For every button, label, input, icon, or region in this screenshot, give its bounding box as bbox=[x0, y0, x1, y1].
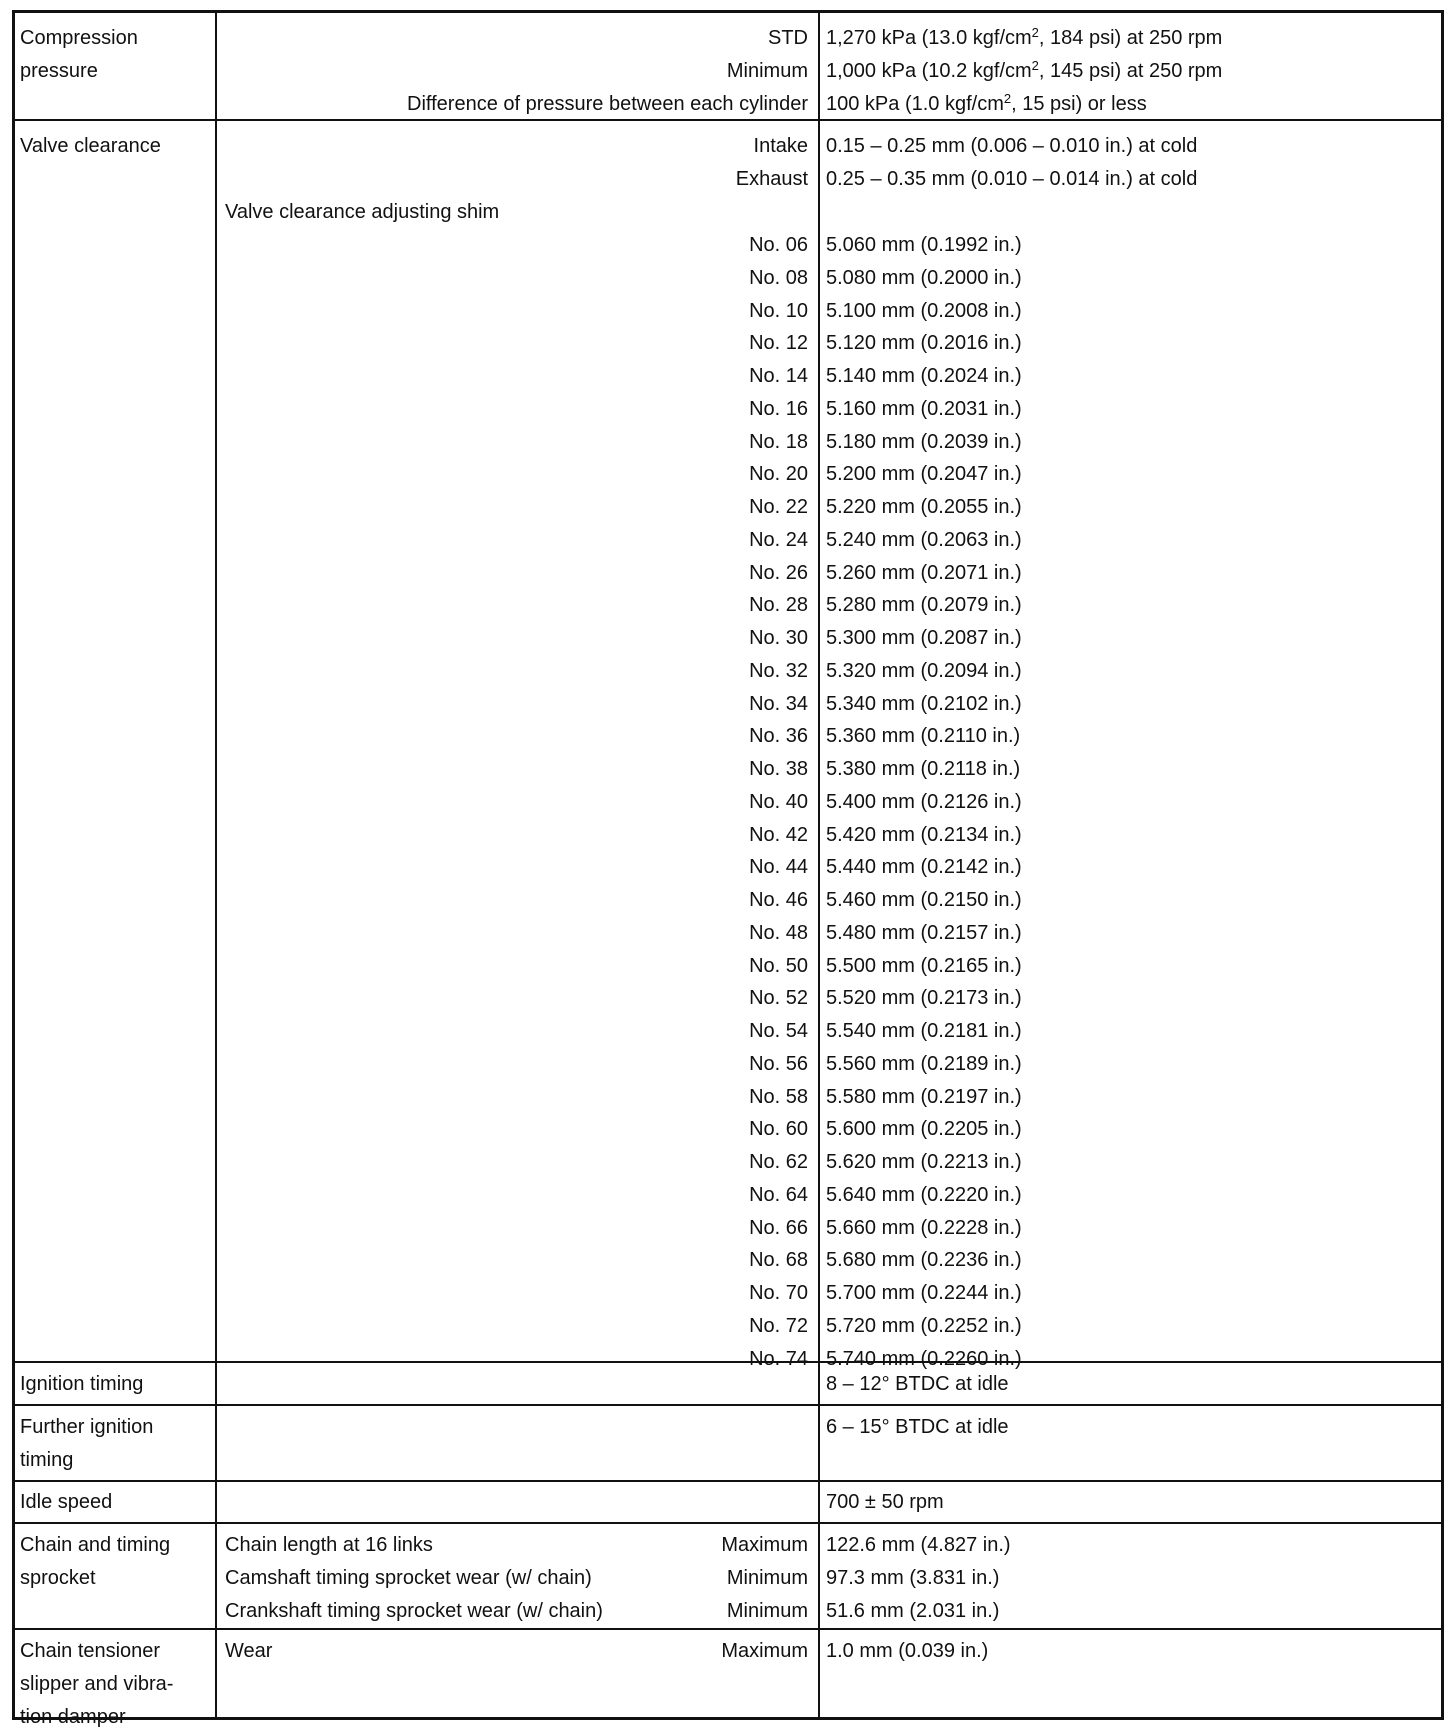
qualifier: Minimum bbox=[726, 1600, 808, 1622]
shim-value: 5.520 mm (0.2173 in.) bbox=[826, 987, 1022, 1010]
qualifier: Maximum bbox=[721, 1534, 808, 1556]
shim-number: No. 22 bbox=[749, 496, 808, 518]
category-label: Further ignition timing bbox=[20, 1416, 154, 1471]
spec-row bbox=[15, 1486, 1441, 1519]
shim-value: 5.480 mm (0.2157 in.) bbox=[826, 921, 1022, 944]
value: 122.6 mm (4.827 in.) bbox=[826, 1534, 1011, 1556]
item-label: Chain length at 16 links bbox=[225, 1534, 433, 1556]
shim-row bbox=[15, 655, 1441, 688]
value: 0.25 – 0.35 mm (0.010 – 0.014 in.) at cold bbox=[826, 168, 1198, 190]
shim-number: No. 66 bbox=[749, 1216, 808, 1239]
shim-row bbox=[15, 393, 1441, 426]
shim-value: 5.580 mm (0.2197 in.) bbox=[826, 1085, 1022, 1108]
shim-row bbox=[15, 753, 1441, 786]
shim-number: No. 52 bbox=[749, 987, 808, 1010]
shim-value: 5.420 mm (0.2134 in.) bbox=[826, 823, 1022, 846]
shim-row bbox=[15, 229, 1441, 262]
value: 1.0 mm (0.039 in.) bbox=[826, 1640, 989, 1662]
shim-row bbox=[15, 1310, 1441, 1343]
shim-value: 5.720 mm (0.2252 in.) bbox=[826, 1314, 1022, 1337]
shim-row bbox=[15, 819, 1441, 852]
shim-number: No. 70 bbox=[749, 1282, 808, 1304]
spec-row bbox=[15, 196, 1441, 229]
shim-number: No. 30 bbox=[749, 627, 808, 649]
shim-value: 5.260 mm (0.2071 in.) bbox=[826, 561, 1022, 584]
shim-row bbox=[15, 1244, 1441, 1277]
shim-number: No. 10 bbox=[749, 299, 808, 322]
shim-number: No. 12 bbox=[749, 332, 808, 355]
shim-number: No. 40 bbox=[749, 790, 808, 813]
shim-number: No. 06 bbox=[749, 234, 808, 256]
spec-row bbox=[15, 1562, 1441, 1595]
section-idle-speed bbox=[15, 1482, 1441, 1524]
shim-row bbox=[15, 1015, 1441, 1048]
shim-row bbox=[15, 917, 1441, 950]
shim-value: 5.680 mm (0.2236 in.) bbox=[826, 1249, 1022, 1272]
shim-row bbox=[15, 982, 1441, 1015]
shim-value: 5.120 mm (0.2016 in.) bbox=[826, 332, 1022, 355]
spec-row bbox=[15, 1635, 1441, 1668]
shim-row bbox=[15, 950, 1441, 983]
shim-number: No. 24 bbox=[749, 528, 808, 551]
shim-number: No. 36 bbox=[749, 725, 808, 748]
shim-number: No. 68 bbox=[749, 1249, 808, 1272]
shim-row bbox=[15, 557, 1441, 590]
shim-number: No. 60 bbox=[749, 1118, 808, 1141]
qualifier: Difference of pressure between each cylinder bbox=[407, 93, 808, 115]
spec-row bbox=[15, 22, 1441, 55]
category-label: Chain and timing sprocket bbox=[20, 1534, 171, 1589]
shim-number: No. 18 bbox=[749, 430, 808, 453]
spec-row bbox=[15, 130, 1441, 163]
shim-number: No. 54 bbox=[749, 1020, 808, 1042]
shim-number: No. 16 bbox=[749, 397, 808, 420]
shim-number: No. 48 bbox=[749, 921, 808, 944]
shim-row bbox=[15, 327, 1441, 360]
spec-row bbox=[15, 1411, 1441, 1444]
shim-row bbox=[15, 262, 1441, 295]
shim-number: No. 26 bbox=[749, 561, 808, 584]
category-label: Chain tensioner slipper and vibra-tion damper bbox=[20, 1640, 174, 1728]
shim-row bbox=[15, 1179, 1441, 1212]
spec-row bbox=[15, 1529, 1441, 1562]
shim-row bbox=[15, 688, 1441, 721]
shim-value: 5.620 mm (0.2213 in.) bbox=[826, 1151, 1022, 1173]
shim-row bbox=[15, 524, 1441, 557]
shim-value: 5.300 mm (0.2087 in.) bbox=[826, 627, 1022, 649]
item-label: Crankshaft timing sprocket wear (w/ chain) bbox=[225, 1600, 603, 1622]
value: 0.15 – 0.25 mm (0.006 – 0.010 in.) at cold bbox=[826, 135, 1198, 157]
shim-number: No. 28 bbox=[749, 594, 808, 617]
shim-value: 5.540 mm (0.2181 in.) bbox=[826, 1020, 1022, 1042]
section-ignition-timing bbox=[15, 1363, 1441, 1406]
qualifier: Minimum bbox=[726, 1567, 808, 1589]
shim-value: 5.180 mm (0.2039 in.) bbox=[826, 430, 1022, 453]
shim-number: No. 74 bbox=[749, 1347, 808, 1370]
shim-value: 5.660 mm (0.2228 in.) bbox=[826, 1216, 1022, 1239]
shim-row bbox=[15, 720, 1441, 753]
value: 100 kPa (1.0 kgf/$cm^2$, 15 psi) or less bbox=[826, 91, 1147, 115]
shim-number: No. 08 bbox=[749, 266, 808, 289]
shim-value: 5.340 mm (0.2102 in.) bbox=[826, 692, 1022, 715]
shim-number: No. 42 bbox=[749, 823, 808, 846]
spec-row bbox=[15, 88, 1441, 121]
qualifier: Minimum bbox=[726, 60, 808, 82]
value: 8 – 12° BTDC at idle bbox=[826, 1373, 1009, 1395]
shim-value: 5.640 mm (0.2220 in.) bbox=[826, 1183, 1022, 1206]
qualifier: Intake bbox=[753, 135, 808, 157]
shim-row bbox=[15, 458, 1441, 491]
section-compression bbox=[15, 13, 1441, 121]
category-label: Compression pressure bbox=[20, 27, 138, 82]
shim-number: No. 46 bbox=[749, 889, 808, 911]
spec-row bbox=[15, 163, 1441, 196]
shim-row bbox=[15, 426, 1441, 459]
shim-number: No. 64 bbox=[749, 1183, 808, 1206]
shim-label: Valve clearance adjusting shim bbox=[225, 201, 500, 223]
shim-value: 5.080 mm (0.2000 in.) bbox=[826, 266, 1022, 289]
spec-row bbox=[15, 1595, 1441, 1628]
shim-value: 5.460 mm (0.2150 in.) bbox=[826, 889, 1022, 911]
section-further-ignition bbox=[15, 1406, 1441, 1482]
item-label: Wear bbox=[225, 1640, 273, 1662]
spec-row bbox=[15, 55, 1441, 88]
shim-row bbox=[15, 1048, 1441, 1081]
shim-number: No. 34 bbox=[749, 692, 808, 715]
shim-row bbox=[15, 1146, 1441, 1179]
shim-value: 5.500 mm (0.2165 in.) bbox=[826, 954, 1022, 977]
shim-value: 5.380 mm (0.2118 in.) bbox=[826, 758, 1021, 780]
shim-value: 5.600 mm (0.2205 in.) bbox=[826, 1118, 1022, 1141]
spec-table bbox=[12, 10, 1444, 1728]
section-chain-tensioner bbox=[15, 1630, 1441, 1728]
item-label: Camshaft timing sprocket wear (w/ chain) bbox=[225, 1567, 592, 1589]
shim-row bbox=[15, 1081, 1441, 1114]
shim-row bbox=[15, 589, 1441, 622]
value: 700 ± 50 rpm bbox=[826, 1491, 944, 1513]
section-chain-sprocket bbox=[15, 1524, 1441, 1630]
shim-row bbox=[15, 1277, 1441, 1310]
section-valve-clearance bbox=[15, 121, 1441, 1370]
shim-value: 5.400 mm (0.2126 in.) bbox=[826, 790, 1022, 813]
shim-number: No. 62 bbox=[749, 1151, 808, 1173]
shim-number: No. 50 bbox=[749, 954, 808, 977]
shim-row bbox=[15, 884, 1441, 917]
shim-number: No. 72 bbox=[749, 1314, 808, 1337]
shim-number: No. 56 bbox=[749, 1052, 808, 1075]
shim-number: No. 44 bbox=[749, 856, 808, 879]
qualifier: Maximum bbox=[721, 1640, 808, 1662]
value: 97.3 mm (3.831 in.) bbox=[826, 1567, 1000, 1589]
qualifier: Exhaust bbox=[735, 168, 808, 190]
value: 1,270 kPa (13.0 kgf/$cm^2$, 184 psi) at 250 rpm bbox=[826, 25, 1223, 49]
shim-value: 5.280 mm (0.2079 in.) bbox=[826, 594, 1022, 617]
shim-value: 5.220 mm (0.2055 in.) bbox=[826, 496, 1022, 518]
shim-row bbox=[15, 295, 1441, 328]
shim-value: 5.200 mm (0.2047 in.) bbox=[826, 463, 1022, 486]
shim-value: 5.240 mm (0.2063 in.) bbox=[826, 528, 1022, 551]
value: 51.6 mm (2.031 in.) bbox=[826, 1600, 1000, 1622]
shim-row bbox=[15, 786, 1441, 819]
shim-row bbox=[15, 851, 1441, 884]
category-label: Valve clearance bbox=[20, 135, 161, 157]
shim-value: 5.140 mm (0.2024 in.) bbox=[826, 365, 1022, 387]
value: 1,000 kPa (10.2 kgf/$cm^2$, 145 psi) at 250 rpm bbox=[826, 58, 1223, 82]
category-label: Ignition timing bbox=[20, 1373, 144, 1395]
shim-number: No. 20 bbox=[749, 463, 808, 486]
shim-value: 5.100 mm (0.2008 in.) bbox=[826, 299, 1022, 322]
shim-number: No. 38 bbox=[749, 758, 808, 780]
value: 6 – 15° BTDC at idle bbox=[826, 1416, 1009, 1438]
qualifier: STD bbox=[768, 27, 808, 49]
shim-number: No. 14 bbox=[749, 365, 808, 387]
shim-number: No. 32 bbox=[749, 659, 808, 682]
shim-row bbox=[15, 1113, 1441, 1146]
shim-value: 5.440 mm (0.2142 in.) bbox=[826, 856, 1022, 879]
shim-value: 5.160 mm (0.2031 in.) bbox=[826, 397, 1022, 420]
shim-row bbox=[15, 1212, 1441, 1245]
shim-value: 5.700 mm (0.2244 in.) bbox=[826, 1282, 1022, 1304]
spec-row bbox=[15, 1368, 1441, 1401]
shim-value: 5.060 mm (0.1992 in.) bbox=[826, 234, 1022, 256]
shim-number: No. 58 bbox=[749, 1085, 808, 1108]
shim-value: 5.740 mm (0.2260 in.) bbox=[826, 1347, 1022, 1370]
shim-row bbox=[15, 622, 1441, 655]
category-label: Idle speed bbox=[20, 1491, 113, 1513]
shim-value: 5.320 mm (0.2094 in.) bbox=[826, 659, 1022, 682]
shim-value: 5.560 mm (0.2189 in.) bbox=[826, 1052, 1022, 1075]
shim-row bbox=[15, 360, 1441, 393]
shim-row bbox=[15, 491, 1441, 524]
shim-value: 5.360 mm (0.2110 in.) bbox=[826, 725, 1021, 748]
